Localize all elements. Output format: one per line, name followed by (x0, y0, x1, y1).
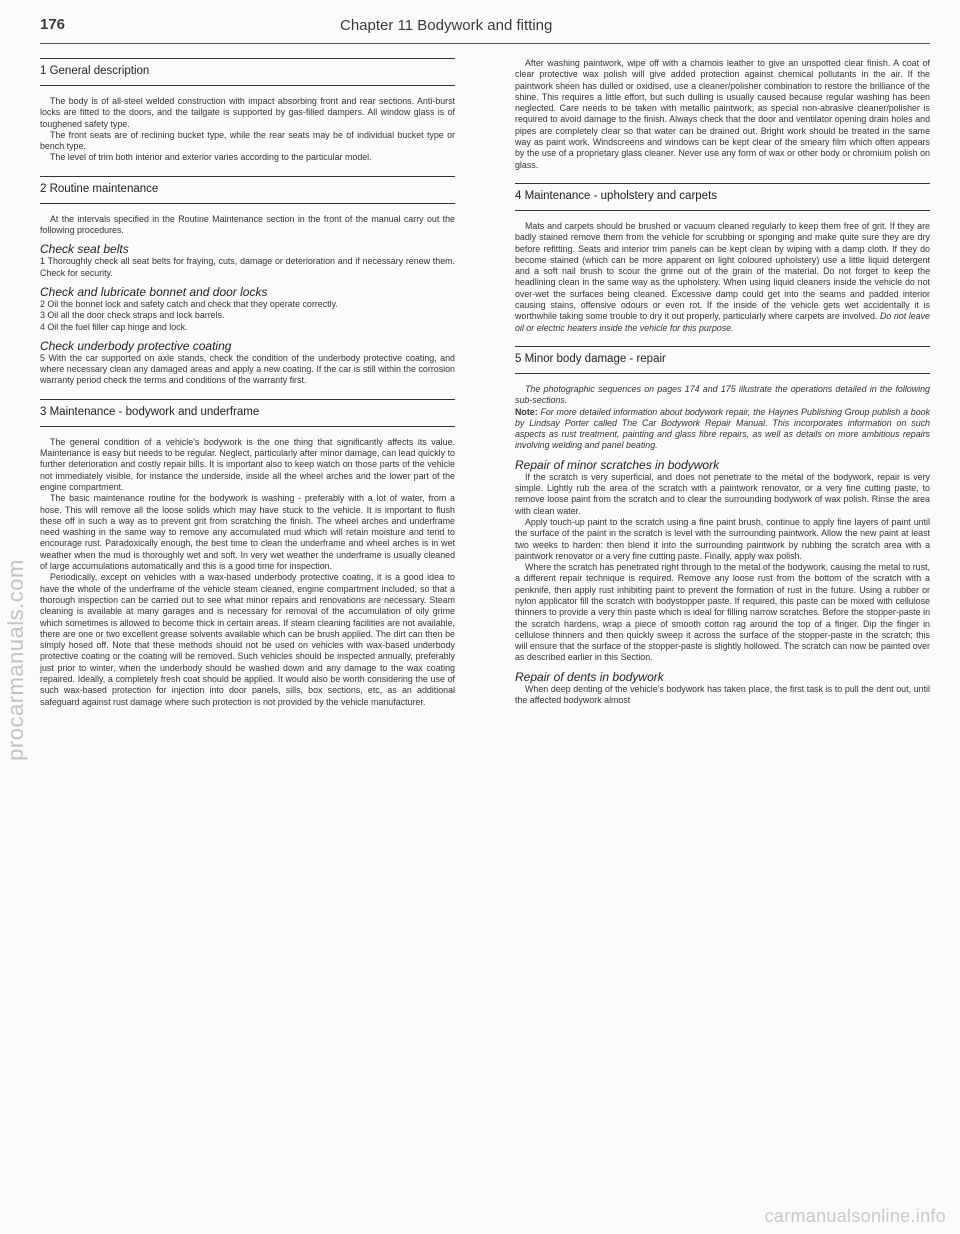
paragraph: Where the scratch has penetrated right through to the metal of the bodywork, causing the metal to rust, a different repair technique is required. Remove any loose rust from the bottom of the scratch with a penknife, then apply rust inhibiting paint to prevent the formation of rust in the future. Using a rubber or nylon applicator fill the scratch with bodystopper paste. If required, this paste can be mixed with cellulose thinners to provide a very thin paste which is ideal for filling narrow scratches. Before the stopper-paste in the scratch hardens, wrap a piece of smooth cotton rag around the top of a finger. Dip the finger in cellulose thinners and then quickly sweep it across the surface of the stopper-paste in the scratch; this will ensure that the surface of the stopper-paste is slightly hollowed. The scratch can now be painted over as described earlier in this Section. (515, 562, 930, 663)
section-routine-maintenance (40, 176, 455, 387)
paragraph: The front seats are of reclining bucket type, while the rear seats may be of individual bucket type or bench type. (40, 129, 455, 152)
sub-heading: Repair of dents in bodywork (515, 669, 664, 684)
sub-heading: Check underbody protective coating (40, 338, 232, 353)
section-bodywork-continued (515, 58, 930, 171)
paragraph: If the scratch is very superficial, and does not penetrate to the metal of the bodywork, repair is very simple. Lightly rub the area of the scratch with a paintwork renovator, or a very fine cutting paste, to remove loose paint from the scratch and to clear the surrounding bodywork of wax polish. Rinse the area with clean water. (515, 471, 930, 516)
paragraph: Periodically, except on vehicles with a wax-based underbody protective coating, it is a good idea to have the whole of the underframe of the vehicle steam cleaned, engine compartment included, so that a thorough inspection can be carried out to see what minor repairs and renovations are necessary. Steam cleaning is available at many garages and is necessary for removal of the accumulation of oily grime which sometimes is allowed to become thick in certain areas. If steam cleaning facilities are not available, there are one or two excellent grease solvents available which can be brush applied. The dirt can then be simply hosed off. Note that these methods should not be used on vehicles with wax-based underbody protective coating or the coating will be removed. Such vehicles should be inspected annually, preferably just prior to winter, when the underbody should be washed down and any damage to the wax coating repaired. Ideally, a completely fresh coat should be applied. It would also be worth considering the use of such wax-based protection for injection into door panels, sills, box sections, etc, as an additional safeguard against rust damage where such protection is not provided by the vehicle manufacturer. (40, 572, 455, 707)
sub-heading: Check and lubricate bonnet and door locks (40, 284, 268, 299)
section-heading: 1 General description (40, 58, 455, 86)
warning-text: Do not leave oil or electric heaters inside the vehicle for this purpose. (515, 311, 930, 333)
section-heading: 4 Maintenance - upholstery and carpets (515, 183, 930, 211)
section-general-description (40, 58, 455, 164)
paragraph: The level of trim both interior and exterior varies according to the particular model. (50, 152, 372, 163)
paragraph: Apply touch-up paint to the scratch using a fine paint brush, continue to apply fine layers of paint until the surface of the paint in the scratch is level with the surrounding paintwork. Allow the new paint at least two weeks to harden: then blend it into the surrounding paintwork by rubbing the scratch area with a paintwork renovator or a very fine cutting paste. Finally, apply wax polish. (515, 516, 930, 561)
watermark-bottom: carmanualsonline.info (764, 1206, 946, 1226)
paragraph: The basic maintenance routine for the bodywork is washing - preferably with a lot of water, from a hose. This will remove all the loose solids which may have stuck to the vehicle. It is important to flush these off in such a way as to prevent grit from scratching the finish. The wheel arches and underframe need washing in the same way to remove any accumulated mud which will retain moisture and tend to encourage rust. Paradoxically enough, the best time to clean the underframe and wheel arches is in wet weather when the mud is thoroughly wet and soft. In very wet weather the underframe is usually cleaned of large accumulations automatically and this is a good time for inspection. (40, 493, 455, 572)
paragraph: The general condition of a vehicle's bodywork is the one thing that significantly affects its value. Maintenance is easy but needs to be regular. Neglect, particularly after minor damage, can lead quickly to further deterioration and costly repair bills. It is important also to keep watch on those parts of the vehicle not immediately visible, for instance the underside, inside all the wheel arches and the lower part of the engine compartment. (40, 436, 455, 492)
header-rule (40, 43, 930, 44)
list-item: 2 Oil the bonnet lock and safety catch and check that they operate correctly. (40, 298, 338, 309)
note-label: Note: (515, 406, 538, 417)
section-heading: 5 Minor body damage - repair (515, 346, 930, 374)
intro-text: The photographic sequences on pages 174 and 175 illustrate the operations detailed in the following sub-sections. (515, 383, 930, 406)
section-heading: 3 Maintenance - bodywork and underframe (40, 399, 455, 427)
paragraph-text: Mats and carpets should be brushed or vacuum cleaned regularly to keep them free of grit. If they are badly stained remove them from the vehicle for scrubbing or sponging and make quite sure they are dry before refitting. Seats and interior trim panels can be kept clean by wiping with a damp cloth. If they do become stained (which can be more apparent on light coloured upholstery) use a little liquid detergent and a soft nail brush to scour the grime out of the grain of the material. Do not forget to keep the headlining clean in the same way as the upholstery. When using liquid cleaners inside the vehicle do not over-wet the surfaces being cleaned. Excessive damp could get into the seams and padded interior causing stains, offensive odours or even rot. If the inside of the vehicle gets wet accidentally it is worthwhile taking some trouble to dry it out properly, particularly where carpets are involved. (515, 220, 930, 322)
paragraph (515, 221, 930, 334)
paragraph: After washing paintwork, wipe off with a chamois leather to give an unspotted clear finish. A coat of clear protective wax polish will give added protection against chemical pollutants in the air. If the paintwork sheen has dulled or oxidised, use a cleaner/polisher combination to restore the brilliance of the shine. This requires a little effort, but such dulling is usually caused because regular washing has been neglected. Care needs to be taken with metallic paintwork, as special non-abrasive cleaner/polisher is required to avoid damage to the finish. Always check that the door and ventilator opening drain holes and pipes are completely clear so that water can be drained out. Bright work should be treated in the same way as paint work. Windscreens and windows can be kept clear of the smeary film which often appears by the use of a proprietary glass cleaner. Never use any form of wax or other body or chromium polish on glass. (515, 58, 930, 170)
chapter-title: Chapter 11 Bodywork and fitting (340, 17, 553, 34)
sub-heading: Check seat belts (40, 242, 129, 257)
list-item: 1 Thoroughly check all seat belts for fraying, cuts, damage or deterioration and if necessary renew them. Check for security. (40, 256, 455, 278)
sub-heading: Repair of minor scratches in bodywork (515, 457, 720, 472)
page-number: 176 (40, 16, 66, 33)
right-column (515, 58, 930, 718)
watermark-text: procarmanuals.com (3, 559, 28, 761)
paragraph: At the intervals specified in the Routine Maintenance section in the front of the manual carry out the following procedures. (40, 213, 455, 236)
list-item: 3 Oil all the door check straps and lock barrels. (40, 310, 225, 321)
note (515, 407, 930, 452)
section-heading: 2 Routine maintenance (40, 176, 455, 204)
page-header (40, 8, 930, 44)
section-minor-body-damage (515, 346, 930, 706)
note-text: For more detailed information about bodywork repair, the Haynes Publishing Group publish a book by Lindsay Porter called The Car Bodywork Repair Manual. This incorporates information on such aspects as rust treatment, painting and glass fibre repairs, as well as details on more ambitious repairs involving welding and panel beating. (515, 406, 930, 451)
paragraph: When deep denting of the vehicle's bodywork has taken place, the first task is to pull the dent out, until the affected bodywork almost (515, 683, 930, 706)
section-bodywork-underframe (40, 399, 455, 708)
watermark-left (2, 360, 30, 960)
list-item: 5 With the car supported on axle stands, check the condition of the underbody protective coating, and where necessary clean any damaged areas and apply a new coating. If the car is still within the corrosion warranty period check the terms and conditions of the warranty first. (40, 352, 455, 386)
paragraph: The body is of all-steel welded construction with impact absorbing front and rear sections. Anti-burst locks are fitted to the doors, and the tailgate is supported by gas-filled dampers. All window glass is of toughened safety type. (40, 96, 455, 129)
left-column (40, 58, 455, 720)
section-upholstery-carpets (515, 183, 930, 334)
list-item: 4 Oil the fuel filler cap hinge and lock. (40, 321, 188, 332)
